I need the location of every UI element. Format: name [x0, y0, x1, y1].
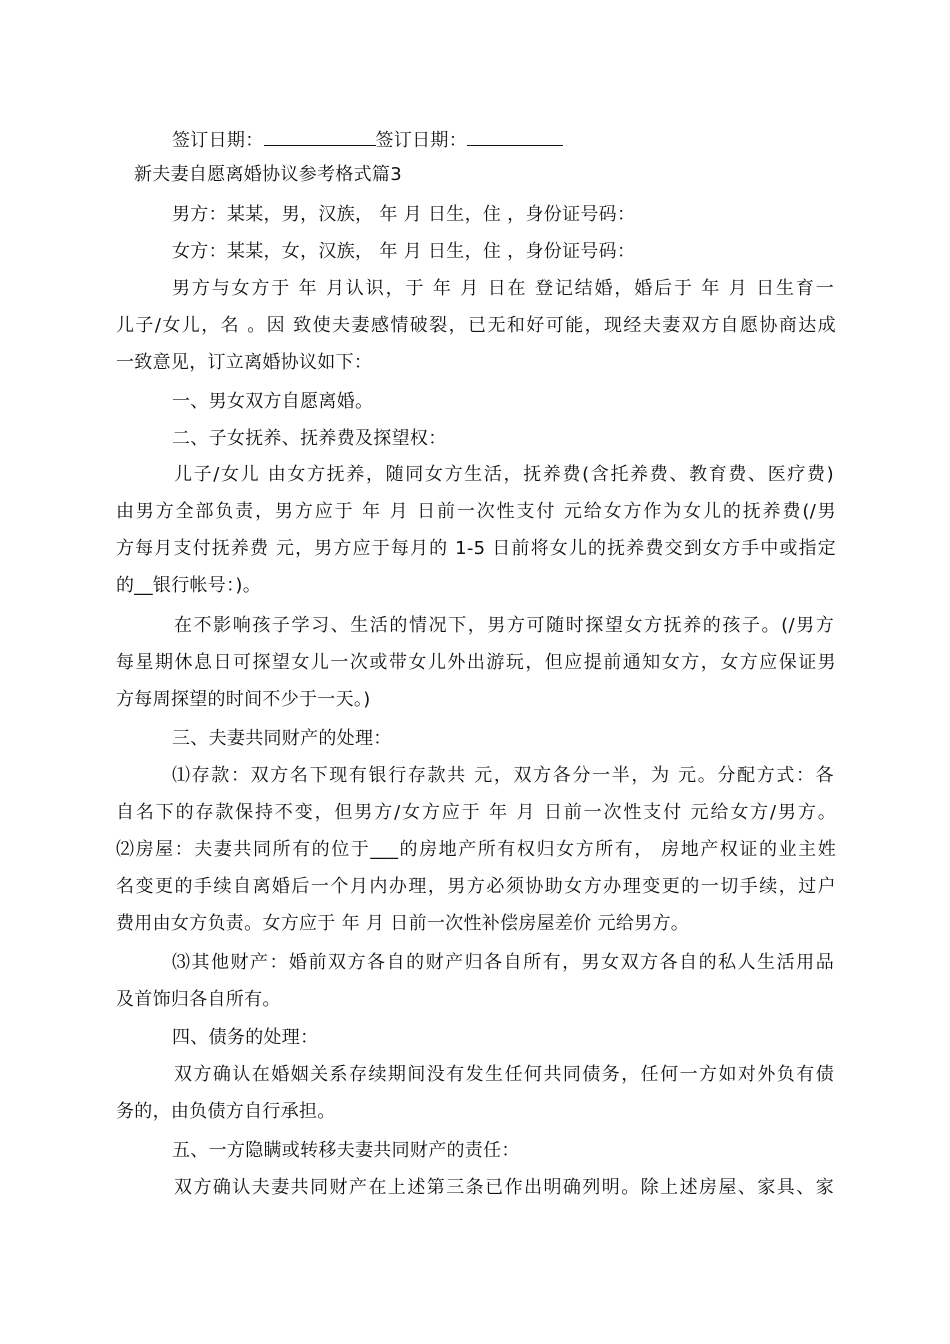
clause-heading: 三、夫妻共同财产的处理： — [172, 728, 392, 749]
paragraph-line: 方每周探望的时间不少于一天。) — [116, 689, 371, 710]
paragraph-line: 双方确认在婚姻关系存续期间没有发生任何共同债务，任何一方如对外负有债 — [174, 1064, 834, 1085]
sign-date-blank-1 — [264, 127, 376, 146]
paragraph-line: 方每月支付抚养费 元，男方应于每月的 1-5 日前将女儿的抚养费交到女方手中或指定 — [116, 538, 836, 559]
paragraph-line: ⑴存款：双方名下现有银行存款共 元，双方各分一半，为 元。分配方式：各 — [172, 765, 834, 786]
paragraph-line: 女方：某某，女，汉族， 年 月 日生，住 ，身份证号码： — [172, 241, 636, 262]
clause-heading: 四、债务的处理： — [172, 1027, 319, 1048]
paragraph-line: 及首饰归各自所有。 — [116, 989, 281, 1010]
clause-heading: 二、子女抚养、抚养费及探望权： — [172, 428, 447, 449]
paragraph-line: 务的，由负债方自行承担。 — [116, 1101, 336, 1122]
sign-date-label-2: 签订日期： — [375, 130, 467, 151]
paragraph-line: 男方：某某，男，汉族， 年 月 日生，住 ，身份证号码： — [172, 204, 636, 225]
paragraph-line: 每星期休息日可探望女儿一次或带女儿外出游玩，但应提前通知女方，女方应保证男 — [116, 652, 836, 673]
section-title: 新夫妻自愿离婚协议参考格式篇3 — [134, 164, 402, 185]
paragraph-line: 儿子/女儿，名 。因 致使夫妻感情破裂，已无和好可能，现经夫妻双方自愿协商达成 — [116, 315, 836, 336]
paragraph-line: ⑵房屋：夫妻共同所有的位于___的房地产所有权归女方所有， 房地产权证的业主姓 — [116, 839, 836, 860]
paragraph-line: 在不影响孩子学习、生活的情况下，男方可随时探望女方抚养的孩子。(/男方 — [174, 615, 834, 636]
paragraph-line: 一致意见，订立离婚协议如下： — [116, 352, 373, 373]
paragraph-line: 费用由女方负责。女方应于 年 月 日前一次性补偿房屋差价 元给男方。 — [116, 913, 690, 934]
clause-heading: 一、男女双方自愿离婚。 — [172, 391, 374, 412]
paragraph-line: 名变更的手续自离婚后一个月内办理，男方必须协助女方办理变更的一切手续，过户 — [116, 876, 836, 897]
paragraph-line: 由男方全部负责，男方应于 年 月 日前一次性支付 元给女方作为女儿的抚养费(/男 — [116, 501, 836, 522]
sign-date-label-1: 签订日期： — [172, 130, 264, 151]
clause-heading: 五、一方隐瞒或转移夫妻共同财产的责任： — [172, 1140, 520, 1161]
paragraph-line: ⑶其他财产：婚前双方各自的财产归各自所有，男女双方各自的私人生活用品 — [172, 952, 834, 973]
paragraph-line: 儿子/女儿 由女方抚养，随同女方生活，抚养费(含托养费、教育费、医疗费) — [174, 464, 834, 485]
paragraph-line: 双方确认夫妻共同财产在上述第三条已作出明确列明。除上述房屋、家具、家 — [174, 1177, 834, 1198]
paragraph-line: 的__银行帐号：)。 — [116, 575, 262, 596]
sign-date-blank-2 — [467, 127, 563, 146]
paragraph-line: 自名下的存款保持不变，但男方/女方应于 年 月 日前一次性支付 元给女方/男方。 — [116, 802, 836, 823]
paragraph-line: 男方与女方于 年 月认识，于 年 月 日在 登记结婚，婚后于 年 月 日生育一 — [172, 278, 834, 299]
sign-date-line — [172, 127, 892, 153]
